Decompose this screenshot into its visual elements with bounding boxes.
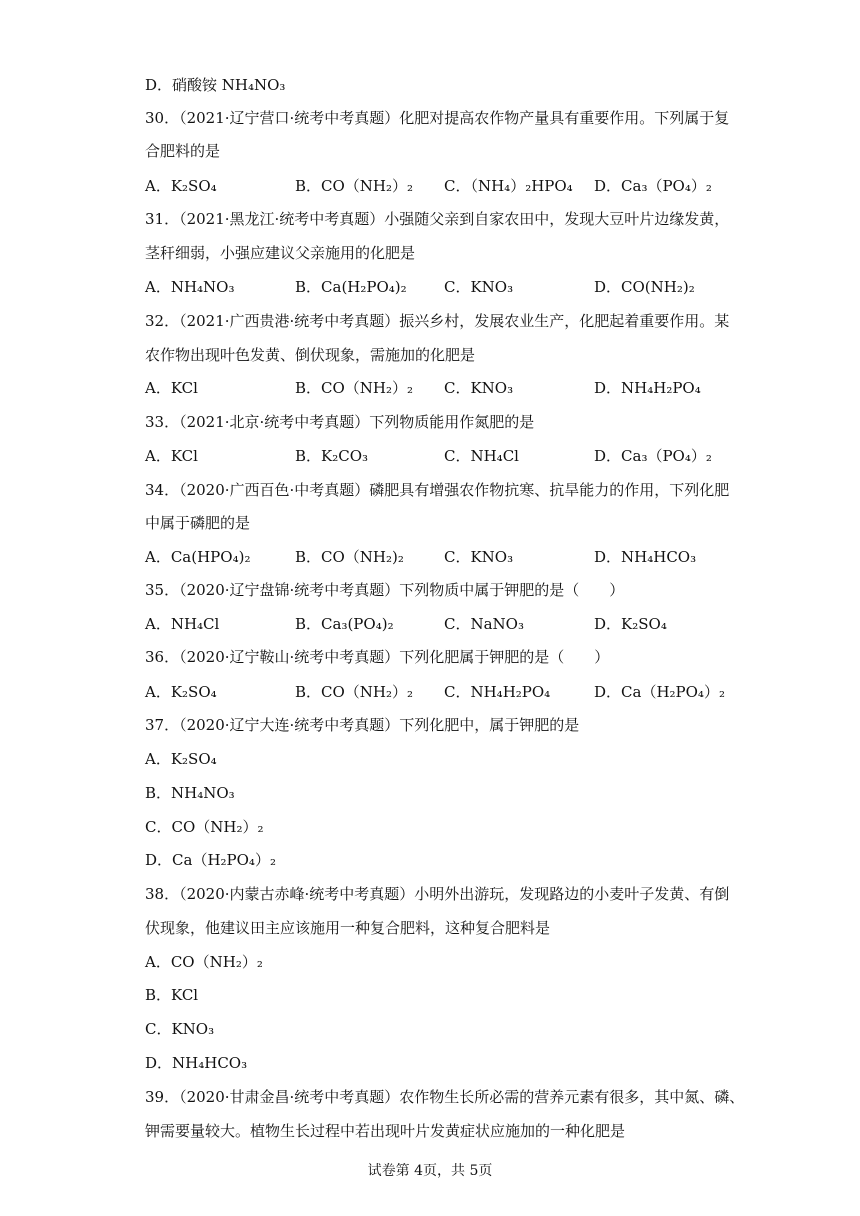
option-b: B．Ca(H₂PO₄)₂ (295, 278, 407, 296)
q36-stem: 36．（2020·辽宁鞍山·统考中考真题）下列化肥属于钾肥的是（ ） (145, 648, 610, 666)
q34-stem-line2: 中属于磷肥的是 (145, 514, 251, 532)
q38-option-b: B．KCl (145, 986, 199, 1004)
q32-stem-line2: 农作物出现叶色发黄、倒伏现象，需施加的化肥是 (145, 346, 476, 364)
option-c: C．NaNO₃ (444, 615, 524, 633)
option-d: D．NH₄H₂PO₄ (594, 379, 701, 397)
q29-option-d: D．硝酸铵 NH₄NO₃ (145, 76, 286, 94)
page-footer: 试卷第 4页，共 5页 (367, 1163, 493, 1179)
q39-stem-line1: 39．（2020·甘肃金昌·统考中考真题）农作物生长所必需的营养元素有很多，其中氮、磷、 (145, 1088, 745, 1106)
q37-stem: 37．（2020·辽宁大连·统考中考真题）下列化肥中，属于钾肥的是 (145, 716, 580, 734)
option-b: B．CO（NH₂)₂ (295, 548, 404, 566)
option-d: D．Ca₃（PO₄）₂ (594, 177, 712, 195)
q30-stem-line1: 30．（2021·辽宁营口·统考中考真题）化肥对提高农作物产量具有重要作用。下列属于复 (145, 109, 730, 127)
q31-stem-line1: 31．（2021·黑龙江·统考中考真题）小强随父亲到自家农田中，发现大豆叶片边缘发黄， (145, 210, 730, 228)
q32-stem-line1: 32．（2021·广西贵港·统考中考真题）振兴乡村，发展农业生产，化肥起着重要作用。某 (145, 312, 730, 330)
option-d: D．NH₄HCO₃ (594, 548, 697, 566)
option-b: B．K₂CO₃ (295, 447, 369, 465)
option-c: C．NH₄Cl (444, 447, 519, 465)
q38-option-a: A．CO（NH₂）₂ (145, 953, 263, 971)
option-c: C．KNO₃ (444, 379, 514, 397)
option-d: D．Ca（H₂PO₄）₂ (594, 683, 725, 701)
q33-stem: 33．（2021·北京·统考中考真题）下列物质能用作氮肥的是 (145, 413, 535, 431)
option-c: C．（NH₄）₂HPO₄ (444, 177, 573, 195)
option-d: D．CO(NH₂)₂ (594, 278, 695, 296)
option-a: A．K₂SO₄ (145, 177, 217, 195)
option-a: A．KCl (145, 379, 198, 397)
option-c: C．KNO₃ (444, 278, 514, 296)
q38-option-d: D．NH₄HCO₃ (145, 1054, 248, 1072)
q37-option-b: B．NH₄NO₃ (145, 784, 235, 802)
option-b: B．CO（NH₂）₂ (295, 379, 414, 397)
option-c: C．KNO₃ (444, 548, 514, 566)
option-b: B．Ca₃(PO₄)₂ (295, 615, 394, 633)
option-a: A．NH₄NO₃ (145, 278, 235, 296)
option-c: C．NH₄H₂PO₄ (444, 683, 551, 701)
q38-option-c: C．KNO₃ (145, 1020, 215, 1038)
option-a: A．K₂SO₄ (145, 683, 217, 701)
option-a: A．Ca(HPO₄)₂ (145, 548, 251, 566)
q34-stem-line1: 34．（2020·广西百色·中考真题）磷肥具有增强农作物抗寒、抗旱能力的作用，下列化肥 (145, 481, 730, 499)
q37-option-d: D．Ca（H₂PO₄）₂ (145, 851, 276, 869)
q31-stem-line2: 茎秆细弱，小强应建议父亲施用的化肥是 (145, 244, 416, 262)
option-d: D．Ca₃（PO₄）₂ (594, 447, 712, 465)
option-b: B．CO（NH₂）₂ (295, 177, 414, 195)
q37-option-c: C．CO（NH₂）₂ (145, 818, 264, 836)
option-a: A．NH₄Cl (145, 615, 220, 633)
option-b: B．CO（NH₂）₂ (295, 683, 414, 701)
q39-stem-line2: 钾需要量较大。植物生长过程中若出现叶片发黄症状应施加的一种化肥是 (145, 1122, 626, 1140)
q30-stem-line2: 合肥料的是 (145, 142, 221, 160)
option-d: D．K₂SO₄ (594, 615, 667, 633)
q38-stem-line1: 38．（2020·内蒙古赤峰·统考中考真题）小明外出游玩，发现路边的小麦叶子发黄、有倒 (145, 885, 730, 903)
option-a: A．KCl (145, 447, 198, 465)
q35-stem: 35．（2020·辽宁盘锦·统考中考真题）下列物质中属于钾肥的是（ ） (145, 581, 625, 599)
q38-stem-line2: 伏现象，他建议田主应该施用一种复合肥料，这种复合肥料是 (145, 919, 551, 937)
q37-option-a: A．K₂SO₄ (145, 750, 217, 768)
